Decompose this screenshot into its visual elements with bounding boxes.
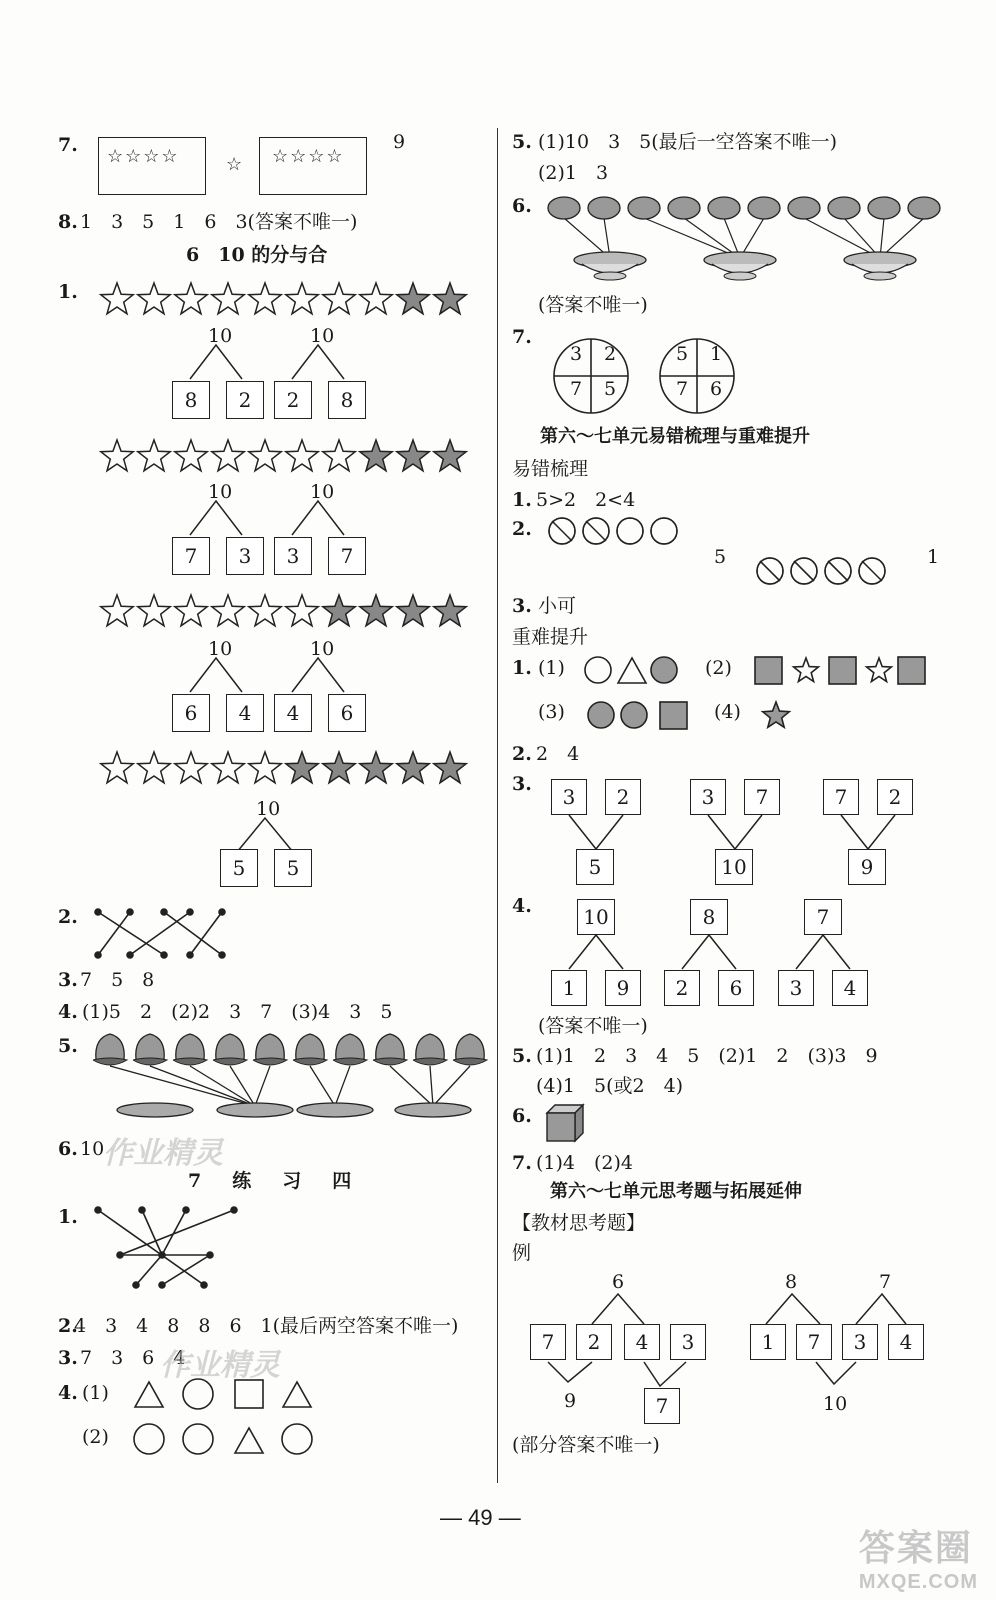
q8-number: 8.	[58, 211, 78, 233]
star-row-2-star-2	[138, 440, 170, 471]
e1-number: 1.	[512, 489, 532, 511]
q1-g1-s2-box-b: 8	[328, 381, 366, 419]
peach-link-5	[255, 1066, 270, 1106]
h6-number: 6.	[512, 1105, 532, 1127]
r-q7-c1-bl: 7	[570, 378, 583, 400]
egg-bowl-1	[574, 252, 646, 280]
q7-extra: 9	[393, 131, 406, 153]
q1-g1-s2-top: 10	[310, 325, 335, 347]
star-row-3-star-7	[323, 595, 355, 626]
q6-number: 6.	[58, 1138, 78, 1160]
r-q5-line-2: (2)1 3	[538, 162, 609, 184]
egg-2	[588, 197, 620, 219]
egg-7	[788, 197, 820, 219]
ex-box-2: 2	[576, 1324, 612, 1360]
p2-number: 2.	[58, 1315, 78, 1337]
q7-number: 7.	[58, 134, 78, 156]
q1-g1-s1-top: 10	[208, 325, 233, 347]
e3-number: 3.	[512, 595, 532, 617]
e2-n2: 1	[927, 546, 940, 568]
star-row-2-star-8	[360, 440, 392, 471]
star-row-3-star-10	[434, 595, 466, 626]
star-row-4-star-9	[397, 752, 429, 783]
q1-g1-s2-branch	[292, 345, 392, 385]
star-row-2-star-5	[249, 440, 281, 471]
egg-bowl-3	[844, 252, 916, 280]
q1-g2-s2-top: 10	[310, 481, 335, 503]
q2-number: 2.	[58, 906, 78, 928]
h2-answer: 2 4	[536, 743, 580, 765]
star-row-2-star-6	[286, 440, 318, 471]
q1-g3-s1-box-a: 6	[172, 694, 210, 732]
star-row-2-star-10	[434, 440, 466, 471]
q1-g1-s2-box-a: 2	[274, 381, 312, 419]
r-q7-number: 7.	[512, 326, 532, 348]
h4-g1-top: 10	[577, 899, 615, 935]
example-label: 例	[512, 1242, 532, 1264]
q1-g3-s2-top: 10	[310, 638, 335, 660]
star-row-3-star-5	[249, 595, 281, 626]
peach-link-6	[310, 1066, 335, 1106]
star-row-1-star-6	[286, 283, 318, 314]
ex-bottom-1: 9	[564, 1390, 577, 1412]
star-row-1-star-8	[360, 283, 392, 314]
q3-number: 3.	[58, 969, 78, 991]
peach-2	[133, 1034, 167, 1065]
r-q6-note: (答案不唯一)	[538, 294, 648, 316]
h4-number: 4.	[512, 895, 532, 917]
egg-9	[868, 197, 900, 219]
ex-box-9: 4	[888, 1324, 924, 1360]
h3-number: 3.	[512, 773, 532, 795]
h4-note: (答案不唯一)	[538, 1015, 648, 1037]
star-row-3-star-9	[397, 595, 429, 626]
star-row-1-star-4	[212, 283, 244, 314]
q7-box-1-stars: ☆☆☆☆	[107, 146, 180, 167]
h3-g3-sum: 9	[848, 849, 886, 885]
section-a-title: 第六～七单元易错梳理与重难提升	[540, 426, 810, 447]
h3-g3-box-a: 7	[823, 779, 859, 815]
h4-g1-box-a: 1	[551, 970, 587, 1006]
star-row-1-star-9	[397, 283, 429, 314]
q1-g3-s1-top: 10	[208, 638, 233, 660]
q1-last-box-b: 5	[274, 849, 312, 887]
q1-g2-s1-branch	[190, 501, 290, 541]
star-row-4-star-5	[249, 752, 281, 783]
sub-heading-1: 易错梳理	[512, 458, 589, 480]
r-q7-c2-tr: 1	[710, 343, 723, 365]
peach-9	[413, 1034, 447, 1065]
p4-shapes	[125, 1378, 355, 1468]
egg-1	[548, 197, 580, 219]
q1-g2-s2-branch	[292, 501, 392, 541]
star-row-3-star-1	[101, 595, 133, 626]
e2-circle-4-2	[791, 558, 817, 584]
q6-answer: 10	[80, 1138, 105, 1160]
h5-line-2: (4)1 5(或2 4)	[536, 1075, 684, 1097]
h1-part-1: (1)	[538, 657, 565, 679]
p3-number: 3.	[58, 1347, 78, 1369]
h3-g2-box-a: 3	[690, 779, 726, 815]
q1-g3-s2-box-a: 4	[274, 694, 312, 732]
r-q6-egg-plates	[540, 192, 960, 282]
h5-number: 5.	[512, 1045, 532, 1067]
q5-peach-plates	[95, 1030, 495, 1120]
ex-box-5: 7	[644, 1388, 680, 1424]
star-row-3-star-6	[286, 595, 318, 626]
q4-number: 4.	[58, 1001, 78, 1023]
sub-heading-3: 【教材思考题】	[512, 1212, 646, 1234]
h2-number: 2.	[512, 743, 532, 765]
peach-3	[173, 1034, 207, 1065]
egg-8	[828, 197, 860, 219]
ex-box-1: 7	[530, 1324, 566, 1360]
q1-number: 1.	[58, 281, 78, 303]
star-row-4-star-6	[286, 752, 318, 783]
q1-g1-s1-box-a: 8	[172, 381, 210, 419]
e2-n1: 5	[714, 546, 727, 568]
egg-4	[668, 197, 700, 219]
peach-plate-1	[117, 1103, 193, 1117]
h6-cube-icon	[547, 1103, 597, 1153]
peach-link-2	[150, 1066, 255, 1106]
q4-answer: (1)5 2 (2)2 3 7 (3)4 3 5	[82, 1001, 393, 1023]
logo-url: MXQE.COM	[858, 1571, 978, 1593]
peach-link-9	[430, 1066, 433, 1106]
star-row-4-star-1	[101, 752, 133, 783]
column-divider	[497, 128, 498, 1483]
e2-circles	[540, 515, 980, 595]
p4-part-2: (2)	[82, 1426, 109, 1448]
r-q7-c1-tl: 3	[570, 343, 583, 365]
q1-g2-s2-box-b: 7	[328, 537, 366, 575]
q2-matching-lines	[92, 905, 292, 965]
p1-matching-lines	[92, 1205, 292, 1295]
h5-line-1: (1)1 2 3 4 5 (2)1 2 (3)3 9	[536, 1045, 878, 1067]
h3-g2-box-b: 7	[744, 779, 780, 815]
peach-5	[253, 1034, 287, 1065]
q1-g3-s1-box-b: 4	[226, 694, 264, 732]
h4-g3-box-b: 4	[832, 970, 868, 1006]
egg-3	[628, 197, 660, 219]
section-6-title: 6 10 的分与合	[186, 244, 328, 266]
site-logo	[859, 1520, 978, 1594]
q1-g2-s1-box-b: 3	[226, 537, 264, 575]
watermark-1: 作业精灵	[103, 1136, 223, 1171]
q1-last-top: 10	[256, 798, 281, 820]
ex-top-3: 7	[879, 1271, 892, 1293]
q1-g1-s1-branch	[190, 345, 290, 385]
r-q5-number: 5.	[512, 131, 532, 153]
p1-number: 1.	[58, 1206, 78, 1228]
e2-number: 2.	[512, 518, 532, 540]
star-row-1-star-1	[101, 283, 133, 314]
r-q5-line-1: (1)10 3 5(最后一空答案不唯一)	[538, 131, 838, 153]
r-q6-number: 6.	[512, 195, 532, 217]
star-row-4-star-7	[323, 752, 355, 783]
e2-circle-4-1	[757, 558, 783, 584]
egg-bowl-2	[704, 252, 776, 280]
star-row-2-star-1	[101, 440, 133, 471]
q7-middle-star: ☆	[226, 154, 243, 175]
q8-answer: 1 3 5 1 6 3(答案不唯一)	[80, 211, 358, 233]
ex-box-3: 4	[624, 1324, 660, 1360]
peach-plate-3	[297, 1103, 373, 1117]
p4-number: 4.	[58, 1382, 78, 1404]
egg-6	[748, 197, 780, 219]
star-row-4-star-3	[175, 752, 207, 783]
e2-circle-4-3	[825, 558, 851, 584]
h4-g1-branch	[569, 935, 669, 975]
star-row-1-star-7	[323, 283, 355, 314]
r-q7-c2-bl: 7	[676, 378, 689, 400]
h4-g1-box-b: 9	[605, 970, 641, 1006]
peach-4	[213, 1034, 247, 1065]
p2-answer: 4 3 4 8 8 6 1(最后两空答案不唯一)	[74, 1315, 459, 1337]
star-row-1-star-10	[434, 283, 466, 314]
star-row-1-star-3	[175, 283, 207, 314]
star-row-4-star-10	[434, 752, 466, 783]
star-row-4-star-2	[138, 752, 170, 783]
peach-8	[373, 1034, 407, 1065]
e2-circle-2-4	[651, 518, 677, 544]
h4-g2-box-b: 6	[718, 970, 754, 1006]
star-row-3-star-4	[212, 595, 244, 626]
p4-part-1: (1)	[82, 1382, 109, 1404]
peach-link-8	[390, 1066, 433, 1106]
q1-g1-s1-box-b: 2	[226, 381, 264, 419]
section-7-title: 7 练 习 四	[188, 1170, 358, 1192]
ex-note: (部分答案不唯一)	[512, 1434, 660, 1456]
section-b-title: 第六～七单元思考题与拓展延伸	[550, 1181, 802, 1202]
h1-part-3: (3)	[538, 701, 565, 723]
ex-top-1: 6	[612, 1271, 625, 1293]
h4-g3-branch	[796, 935, 896, 975]
sub-heading-2: 重难提升	[512, 626, 589, 648]
ex-box-4: 3	[670, 1324, 706, 1360]
star-row-4-star-4	[212, 752, 244, 783]
peach-plate-4	[395, 1103, 471, 1117]
egg-5	[708, 197, 740, 219]
h4-g3-box-a: 3	[778, 970, 814, 1006]
h3-g1-box-a: 3	[551, 779, 587, 815]
h3-g2-sum: 10	[715, 849, 753, 885]
star-row-2-star-7	[323, 440, 355, 471]
star-row-2-star-9	[397, 440, 429, 471]
ex-bottom-2: 10	[823, 1393, 848, 1415]
star-row-3-star-2	[138, 595, 170, 626]
h1-shapes	[580, 650, 996, 740]
q5-number: 5.	[58, 1035, 78, 1057]
p3-answer: 7 3 6 4	[80, 1347, 186, 1369]
peach-7	[333, 1034, 367, 1065]
q1-g3-s2-branch	[292, 658, 392, 698]
q7-box-2-stars: ☆☆☆☆	[272, 146, 345, 167]
q1-g2-s1-top: 10	[208, 481, 233, 503]
r-q7-c1-tr: 2	[604, 343, 617, 365]
e1-answer: 5>2 2<4	[536, 489, 636, 511]
star-row-3-star-3	[175, 595, 207, 626]
ex-box-7: 7	[796, 1324, 832, 1360]
r-q7-c2-tl: 5	[676, 343, 689, 365]
r-q7-c1-br: 5	[604, 378, 617, 400]
peach-link-7	[335, 1066, 350, 1106]
page-number: — 49 —	[440, 1505, 521, 1530]
q3-answer: 7 5 8	[80, 969, 155, 991]
q1-g3-s2-box-b: 6	[328, 694, 366, 732]
ex-box-8: 3	[842, 1324, 878, 1360]
h1-number: 1.	[512, 657, 532, 679]
watermark-2: 作业精灵	[160, 1348, 280, 1383]
ex-box-6: 1	[750, 1324, 786, 1360]
h4-g2-branch	[682, 935, 782, 975]
h7-number: 7.	[512, 1152, 532, 1174]
star-row-3-star-8	[360, 595, 392, 626]
q1-last-box-a: 5	[220, 849, 258, 887]
q1-g2-s1-box-a: 7	[172, 537, 210, 575]
h1-part-2: (2)	[705, 657, 732, 679]
star-row-2-star-3	[175, 440, 207, 471]
h1-part-4: (4)	[714, 701, 741, 723]
q1-g3-s1-branch	[190, 658, 290, 698]
r-q7-c2-br: 6	[710, 378, 723, 400]
star-row-1-star-2	[138, 283, 170, 314]
peach-link-3	[190, 1066, 255, 1106]
peach-6	[293, 1034, 327, 1065]
star-row-2-star-4	[212, 440, 244, 471]
peach-link-10	[433, 1066, 470, 1106]
e2-circle-2-3	[617, 518, 643, 544]
h3-g1-sum: 5	[576, 849, 614, 885]
egg-10	[908, 197, 940, 219]
peach-plate-2	[217, 1103, 293, 1117]
h4-g2-top: 8	[690, 899, 728, 935]
q1-g2-s2-box-a: 3	[274, 537, 312, 575]
h4-g2-box-a: 2	[664, 970, 700, 1006]
h3-g1-box-b: 2	[605, 779, 641, 815]
star-row-1-star-5	[249, 283, 281, 314]
peach-1	[93, 1034, 127, 1065]
logo-text: 答案圈	[858, 1527, 973, 1568]
star-row-4-star-8	[360, 752, 392, 783]
h3-g3-box-b: 2	[877, 779, 913, 815]
e3-answer: 小可	[538, 595, 577, 617]
h7-answer: (1)4 (2)4	[536, 1152, 634, 1174]
ex-top-2: 8	[785, 1271, 798, 1293]
h4-g3-top: 7	[804, 899, 842, 935]
peach-10	[453, 1034, 487, 1065]
